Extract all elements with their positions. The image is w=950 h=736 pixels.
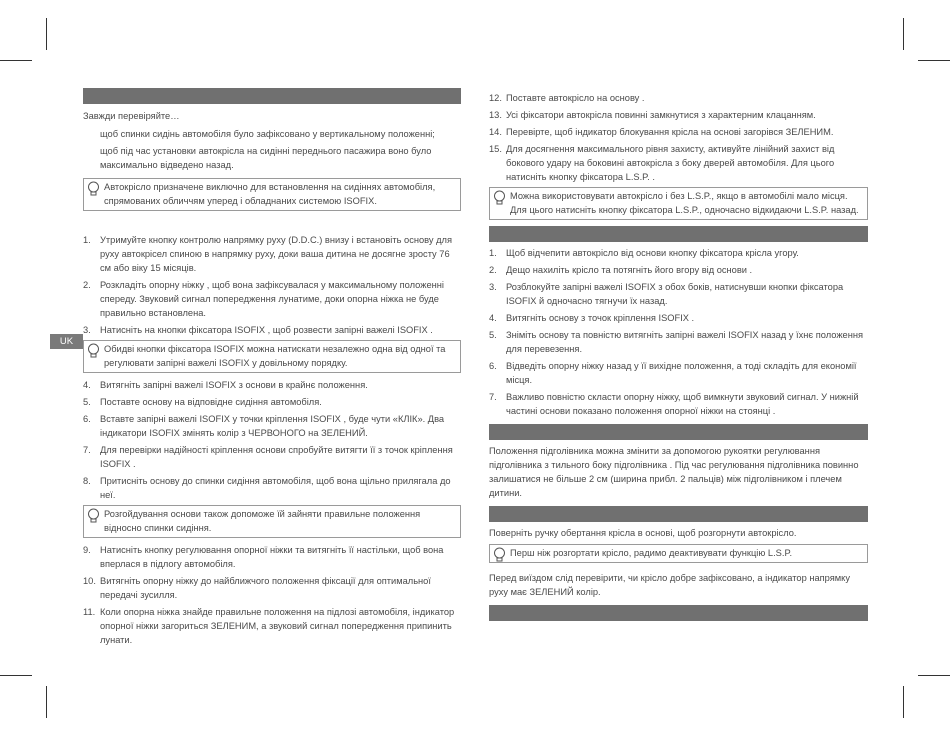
list-item: 1. Утримуйте кнопку контролю напрямку руху (D.D.C.) внизу і встановіть основу для руху автокрісел спиною в напрямку руху, доки ваша дитина не досягне зросту 76 см або віку 15 місяців. — [83, 235, 453, 273]
list-item: 6. Вставте запірні важелі ISOFIX у точки кріплення ISOFIX , буде чути «КЛІК». Два індикатори ISOFIX змінять колір з ЧЕРВОНОГО на ЗЕЛЕНИЙ. — [83, 414, 445, 438]
list-item: 8. Притисніть основу до спинки сидіння автомобіля, щоб вона щільно прилягала до неї. — [83, 476, 451, 500]
language-tab: UK — [50, 334, 83, 349]
pre-drive-check-text: Перед виїздом слід перевірити, чи крісло добре зафіксовано, а індикатор напрямку руху має ЗЕЛЕНИЙ колір. — [489, 573, 850, 597]
lightbulb-icon — [493, 547, 506, 563]
list-item: 2. Розкладіть опорну ніжку , щоб вона зафіксувалася у максимальному положенні спереду. Звуковий сигнал попередження лунатиме, доки опорна ніжка не буде правильно встановлена. — [83, 280, 444, 318]
list-item: 7. Важливо повністю скласти опорну ніжку, щоб вимкнути звуковий сигнал. У нижній частині основи показано положення опорної ніжки на стоянці . — [489, 392, 859, 416]
section-header-bar — [489, 424, 868, 440]
list-item: 14. Перевірте, щоб індикатор блокування крісла на основі загорівся ЗЕЛЕНИМ. — [489, 127, 834, 137]
list-item: 6. Відведіть опорну ніжку назад у її вихідне положення, а тоді складіть для економії місця. — [489, 361, 857, 385]
list-item: 12. Поставте автокрісло на основу . — [489, 93, 645, 103]
lightbulb-icon — [87, 181, 100, 197]
note-text: Можна використовувати автокрісло і без L.S.P., якщо в автомобілі мало місця. Для цього натисніть кнопку фіксатора L.S.P., одночасно відкидаючи L.S.P. назад. — [510, 191, 859, 215]
section-header-bar — [83, 88, 461, 104]
list-item: 11. Коли опорна ніжка знайде правильне положення на підлозі автомобіля, індикатор опорної ніжки загориться ЗЕЛЕНИМ, а звуковий сигнал попередження припинить лунати. — [83, 607, 455, 645]
list-item: 4. Витягніть основу з точок кріплення ISOFIX . — [489, 313, 695, 323]
list-item: 15. Для досягнення максимального рівня захисту, активуйте лінійний захист від бокового удару на боковині автокрісла з боку дверей автомобіля. Для цього натисніть кнопку фіксатора L.S.P. . — [489, 144, 835, 182]
intro-text: Завжди перевіряйте… — [83, 111, 180, 121]
check-item: щоб під час установки автокрісла на сидінні переднього пасажира воно було максимально відведено назад. — [100, 146, 432, 170]
list-item: 3. Розблокуйте запірні важелі ISOFIX з обох боків, натиснувши кнопки фіксатора ISOFIX й одночасно тягнучи їх назад. — [489, 282, 844, 306]
crop-mark — [918, 60, 950, 61]
list-item: 5. Зніміть основу та повністю витягніть запірні важелі ISOFIX назад у їхнє положення для перевезення. — [489, 330, 864, 354]
note-box — [489, 187, 868, 220]
note-text: Розгойдування основи також допоможе їй зайняти правильне положення відносно спинки сидіння. — [104, 509, 421, 533]
note-text: Обидві кнопки фіксатора ISOFIX можна натискати незалежно одна від одної та регулювати запірні важелі ISOFIX у довільному порядку. — [104, 344, 446, 368]
note-box — [83, 505, 461, 538]
note-box — [83, 340, 461, 373]
list-item: 7. Для перевірки надійності кріплення основи спробуйте витягти її з точок кріплення ISOFIX . — [83, 445, 453, 469]
crop-mark — [903, 18, 904, 50]
lightbulb-icon — [87, 343, 100, 359]
check-item: щоб спинки сидінь автомобіля було зафіксовано у вертикальному положенні; — [100, 129, 435, 139]
list-item: 5. Поставте основу на відповідне сидіння автомобіля. — [83, 397, 322, 407]
crop-mark — [0, 675, 32, 676]
section-header-bar — [489, 226, 868, 242]
crop-mark — [918, 675, 950, 676]
list-item: 3. Натисніть на кнопки фіксатора ISOFIX , щоб розвести запірні важелі ISOFIX . — [83, 325, 433, 335]
lightbulb-icon — [87, 508, 100, 524]
list-item: 13. Усі фіксатори автокрісла повинні замкнутися з характерним клацанням. — [489, 110, 816, 120]
list-item: 1. Щоб відчепити автокрісло від основи кнопку фіксатора крісла угору. — [489, 248, 799, 258]
install-steps — [83, 378, 461, 502]
install-steps — [83, 233, 461, 337]
removal-steps — [489, 246, 868, 418]
right-column — [489, 91, 868, 625]
crop-mark — [46, 686, 47, 718]
note-text: Перш ніж розгортати крісло, радимо деактивувати функцію L.S.P. — [510, 548, 793, 558]
install-steps — [83, 543, 461, 647]
crop-mark — [46, 18, 47, 50]
note-box — [83, 178, 461, 211]
rotation-text: Поверніть ручку обертання крісла в основі, щоб розгорнути автокрісло. — [489, 528, 797, 538]
lightbulb-icon — [493, 190, 506, 206]
install-steps — [489, 91, 868, 184]
list-item: 4. Витягніть запірні важелі ISOFIX з основи в крайнє положення. — [83, 380, 368, 390]
crop-mark — [903, 686, 904, 718]
list-item: 9. Натисніть кнопку регулювання опорної ніжки та витягніть її настільки, щоб вона вперлася в підлогу автомобіля. — [83, 545, 444, 569]
left-column — [83, 88, 461, 650]
section-header-bar — [489, 506, 868, 522]
note-box — [489, 544, 868, 563]
note-text: Автокрісло призначене виключно для встановлення на сидіннях автомобіля, спрямованих обличчям уперед і обладнаних системою ISOFIX. — [104, 182, 436, 206]
list-item: 2. Дещо нахиліть крісло та потягніть його вгору від основи . — [489, 265, 753, 275]
headrest-text: Положення підголівника можна змінити за допомогою рукоятки регулювання підголівника з тильного боку підголівника . Під час регулювання підголівника повинно залишатися не більше 2 см (ширина прибл. 2 пальців) між підголівником і плечем дитини. — [489, 446, 859, 498]
crop-mark — [0, 60, 32, 61]
section-header-bar — [489, 605, 868, 621]
list-item: 10. Витягніть опорну ніжку до найближчого положення фіксації для оптимальної передачі зусилля. — [83, 576, 431, 600]
